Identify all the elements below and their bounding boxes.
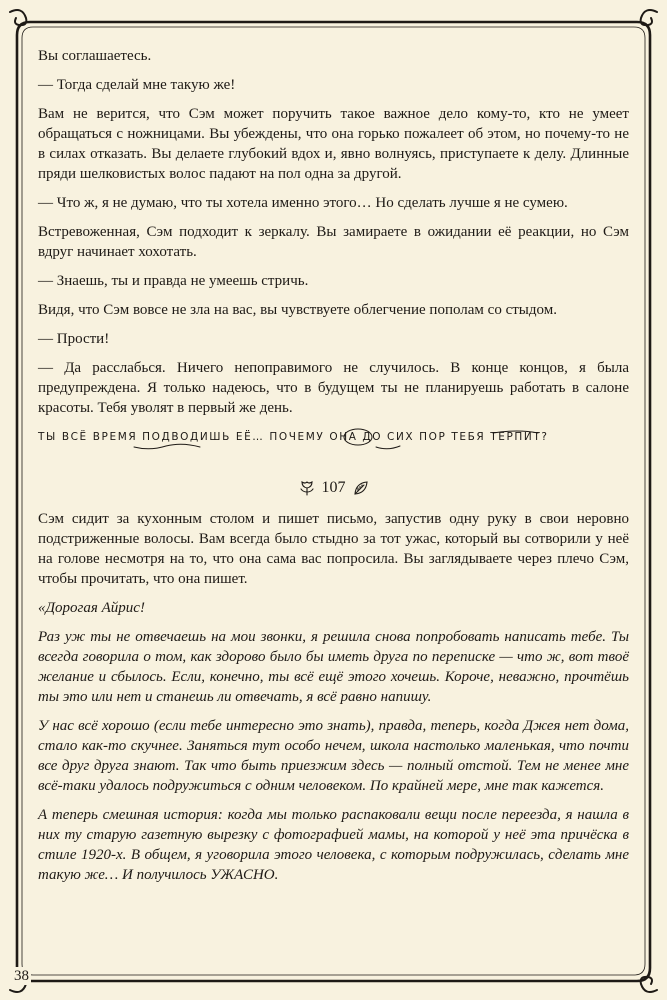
paragraph: Вы соглашаетесь.: [38, 48, 152, 64]
paragraph: Видя, что Сэм вовсе не зла на вас, вы чувствуете облегчение пополам со стыдом.: [38, 302, 557, 318]
handwritten-note-text: ТЫ ВСЁ ВРЕМЯ ПОДВОДИШЬ ЕЁ… ПОЧЕМУ ОНА ДО СИХ ПОР ТЕБЯ ТЕРПИТ?: [38, 431, 549, 443]
tulip-ornament-icon: [299, 480, 315, 496]
handwritten-note: [38, 427, 629, 451]
letter-block: [38, 598, 629, 885]
paragraph: — Тогда сделай мне такую же!: [38, 77, 236, 93]
page-number: 38: [14, 968, 29, 984]
paragraph: — Что ж, я не думаю, что ты хотела именно этого… Но сделать лучше я не сумею.: [38, 195, 568, 211]
letter-paragraph: А теперь смешная история: когда мы только распаковали вещи после переезда, я нашла в них ту старую газетную вырезку с фотографией мамы, на которой у неё эта причёска в стиле 1920-х. В общем, я уговорила этого человека, с которым подружилась, сделать мне такую же… И получилось УЖАСНО.: [38, 807, 629, 883]
handwritten-underline-doodles: [38, 427, 629, 451]
letter-paragraph: Раз уж ты не отвечаешь на мои звонки, я решила снова попробовать написать тебе. Ты всегда говорила о том, как здорово было бы иметь друга по переписке — что ж, вот твоё желание и сбылось. Если, конечно, ты всё ещё этого хочешь. Короче, неважно, прочтёшь ты это или нет и станешь ли отвечать, я всё равно напишу.: [38, 629, 629, 705]
section-heading: [38, 477, 629, 499]
paragraph: Встревоженная, Сэм подходит к зеркалу. Вы замираете в ожидании её реакции, но Сэм вдруг начинает хохотать.: [38, 224, 629, 260]
paragraph: — Прости!: [38, 331, 110, 347]
paragraph: Вам не верится, что Сэм может поручить такое важное дело кому-то, кто не умеет обращаться с ножницами. Вы убеждены, что она горько пожалеет об этом, но почему-то не в силах отказать. Вы делаете глубокий вдох и, явно волнуясь, приступаете к делу. Длинные пряди шелковистых волос падают на пол одна за другой.: [38, 106, 629, 182]
letter-greeting: «Дорогая Айрис!: [38, 600, 145, 616]
paragraph: Сэм сидит за кухонным столом и пишет письмо, запустив одну руку в свои неровно подстриженные волосы. Вам всегда было стыдно за тот ужас, который вы сотворили у неё на голове несмотря на то, что она сама вас попросила. Вы заглядываете через плечо Сэм, чтобы прочитать, что она пишет.: [38, 511, 629, 587]
paragraph: — Да расслабься. Ничего непоправимого не случилось. В конце концов, я была предупреждена. Я только надеюсь, что в будущем ты не планируешь работать в салоне красоты. Тебя уволят в первый же день.: [38, 360, 629, 416]
letter-paragraph: У нас всё хорошо (если тебе интересно это знать), правда, теперь, когда Джея нет дома, стало как-то скучнее. Заняться тут особо нечем, школа настолько маленькая, что почти все друг друга знают. Так что быть приезжим здесь — полный отстой. Тем не менее мне всё-таки удалось подружиться с одним человеком. По крайней мере, мне так кажется.: [38, 718, 629, 794]
leaf-ornament-icon: [353, 480, 369, 496]
section-number: 107: [321, 479, 346, 496]
page-content: [38, 46, 629, 894]
paragraph: — Знаешь, ты и правда не умеешь стричь.: [38, 273, 309, 289]
